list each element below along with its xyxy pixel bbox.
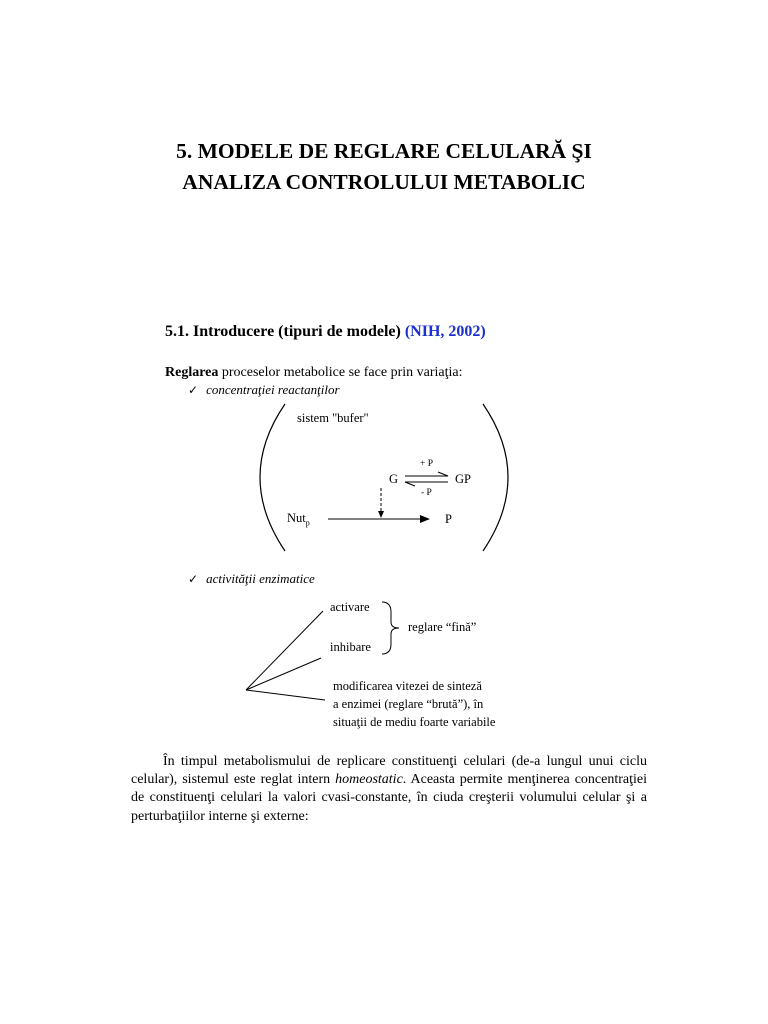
intro-bold-word: Reglarea — [165, 365, 219, 380]
checkmark-icon: ✓ — [188, 572, 199, 586]
synthesis-line-1: modificarea vitezei de sinteză — [333, 679, 482, 693]
body-paragraph — [131, 753, 647, 826]
node-gp: GP — [455, 472, 471, 486]
node-nutrient-subscript: p — [305, 518, 310, 528]
chapter-title-line-1: 5. MODELE DE REGLARE CELULARĂ ŞI — [176, 139, 592, 163]
synthesis-line-3: situaţii de mediu foarte variabile — [333, 715, 496, 729]
buffer-system-label: sistem "bufer" — [297, 411, 369, 425]
branch-line-activation — [246, 611, 323, 690]
paragraph-part-1: În timpul metabolismului de replicare constituenţi celulari (de-a lungul unui ciclu celular), sistemul este reglat intern — [131, 754, 647, 788]
checklist-item-label: concentraţiei reactanţilor — [206, 382, 340, 397]
branch-line-synthesis — [246, 690, 325, 700]
node-g: G — [389, 472, 399, 486]
intro-rest: proceselor metabolice se face prin variaţia: — [218, 365, 463, 380]
paragraph-emphasis: homeostatic — [335, 772, 403, 788]
chapter-title-line-2: ANALIZA CONTROLULUI METABOLIC — [182, 170, 586, 194]
phosphorylation-label: + P — [420, 459, 434, 469]
activation-label: activare — [330, 600, 370, 614]
dephosphorylation-label: - P — [421, 488, 432, 498]
branch-line-inhibition — [246, 658, 321, 690]
fine-regulation-label: reglare “fină” — [408, 620, 477, 634]
node-nutrient — [287, 511, 310, 528]
checkmark-icon: ✓ — [188, 383, 199, 397]
forward-half-arrow — [405, 472, 448, 476]
section-heading-text: 5.1. Introducere (tipuri de modele) — [165, 323, 401, 340]
synthesis-line-2: a enzimei (reglare “brută”), în — [333, 697, 484, 711]
left-parenthesis-curve — [260, 404, 285, 551]
paragraph-part-2: . Aceasta permite menţinerea concentraţiei de constituenţi celulari la valori cvasi-constante, în ciuda creşterii volumului celular şi a perturbaţiilor interne şi externe: — [131, 772, 647, 824]
node-product: P — [445, 512, 452, 526]
node-nutrient-text: Nut — [287, 511, 306, 525]
reverse-half-arrow — [405, 482, 448, 486]
right-parenthesis-curve — [483, 404, 508, 551]
curly-brace — [382, 602, 399, 654]
inhibition-label: inhibare — [330, 640, 371, 654]
checklist-item-label: activităţii enzimatice — [206, 571, 315, 586]
section-reference-link[interactable]: (NIH, 2002) — [404, 323, 486, 340]
